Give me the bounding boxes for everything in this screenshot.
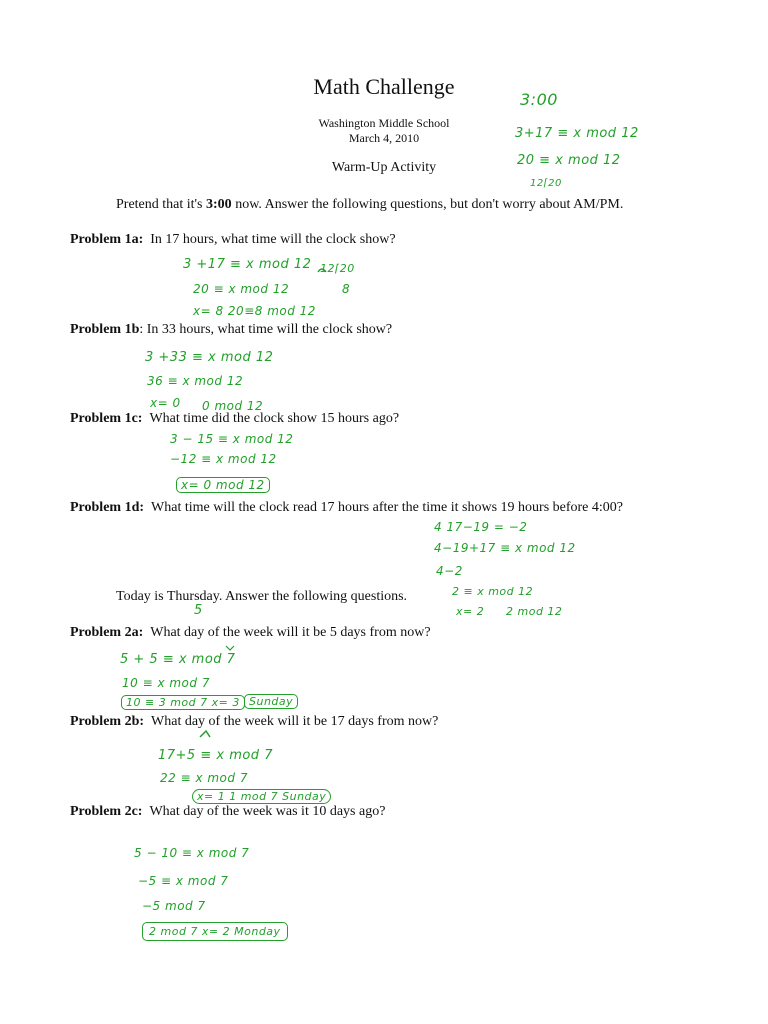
hw-p1b-line: x= 0: [150, 396, 181, 410]
hw-p1d-line: 4−2: [436, 564, 463, 578]
document-date: March 4, 2010: [348, 131, 420, 145]
intro-clock-pre: Pretend that it's: [116, 197, 207, 212]
problem-label: Problem 1d:: [70, 500, 145, 515]
problem-text: In 17 hours, what time will the clock show?: [150, 232, 396, 247]
hw-intro2-mark: 5: [194, 603, 203, 618]
hw-p1d-line: 4 17−19 = −2: [434, 520, 528, 534]
intro-clock-time: 3:00: [206, 197, 232, 212]
hw-p1c-line: −12 ≡ x mod 12: [170, 452, 277, 466]
hw-p2a-answer: 10 ≡ 3 mod 7 x= 3: [121, 695, 245, 710]
problem-label: Problem 2a:: [70, 625, 144, 640]
hw-p1b-line: 0 mod 12: [202, 399, 264, 413]
problem-text: What time did the clock show 15 hours ago?: [149, 411, 400, 426]
hw-p2a-line: 5 + 5 ≡ x mod 7: [120, 652, 236, 667]
hw-p2c-line: −5 ≡ x mod 7: [138, 874, 229, 888]
page-title: Math Challenge: [313, 74, 455, 99]
problem-label: Problem 1b: [70, 322, 140, 337]
problem-label: Problem 2c:: [70, 804, 143, 819]
hw-p2b-answer: x= 1 1 mod 7 Sunday: [192, 789, 331, 804]
ink-stroke: [200, 731, 210, 737]
problem-text: What day of the week was it 10 days ago?: [149, 804, 386, 819]
hw-p2b-line: 22 ≡ x mod 7: [160, 771, 248, 785]
problem-label: Problem 1a:: [70, 232, 144, 247]
hw-p1a-line: 12⌈20: [320, 262, 355, 275]
ink-stroke: [226, 646, 234, 650]
hw-p1b-line: 3 +33 ≡ x mod 12: [145, 350, 274, 365]
hw-p2c-line: −5 mod 7: [142, 899, 206, 913]
problem-label: Problem 2b:: [70, 714, 145, 729]
hw-p1d-line: x= 2: [456, 605, 485, 618]
hw-p1d-line: 4−19+17 ≡ x mod 12: [434, 541, 576, 555]
hw-p1a-line: 8: [342, 282, 351, 296]
activity-title: Warm-Up Activity: [331, 160, 437, 175]
problem-text: : In 33 hours, what time will the clock show?: [139, 322, 393, 337]
hw-p1c-line: 3 − 15 ≡ x mod 12: [170, 432, 294, 446]
hw-p2a-line: 10 ≡ x mod 7: [122, 676, 210, 690]
hw-top-line: 12⌈20: [530, 178, 562, 189]
problem-text: What time will the clock read 17 hours after the time it shows 19 hours before 4:00?: [151, 500, 623, 515]
hw-p2c-line: 5 − 10 ≡ x mod 7: [134, 846, 250, 860]
ink-stroke: [318, 269, 326, 272]
hw-p1c-answer: x= 0 mod 12: [176, 477, 270, 493]
hw-p1a-line: x= 8 20≡8 mod 12: [193, 304, 316, 318]
hw-top-line: 20 ≡ x mod 12: [517, 153, 621, 168]
hw-top-line: 3:00: [520, 90, 558, 109]
hw-p2a-day: Sunday: [244, 694, 298, 709]
hw-p1d-line: 2 mod 12: [506, 605, 563, 618]
intro-clock-post: now. Answer the following questions, but don't worry about AM/PM.: [231, 197, 624, 212]
hw-p1a-line: 3 +17 ≡ x mod 12: [183, 257, 312, 272]
hw-p1b-line: 36 ≡ x mod 12: [147, 374, 244, 388]
school-name: Washington Middle School: [318, 116, 450, 130]
hw-p1a-line: 20 ≡ x mod 12: [193, 282, 290, 296]
problem-label: Problem 1c:: [70, 411, 143, 426]
problem-text: What day of the week will it be 17 days from now?: [151, 714, 439, 729]
problem-text: What day of the week will it be 5 days from now?: [150, 625, 431, 640]
hw-p1d-line: 2 ≡ x mod 12: [452, 585, 534, 598]
hw-p2c-answer: 2 mod 7 x= 2 Monday: [142, 922, 288, 941]
hw-p2b-line: 17+5 ≡ x mod 7: [158, 748, 273, 763]
hw-top-line: 3+17 ≡ x mod 12: [515, 126, 639, 141]
intro-weekday: Today is Thursday. Answer the following questions.: [116, 589, 408, 604]
